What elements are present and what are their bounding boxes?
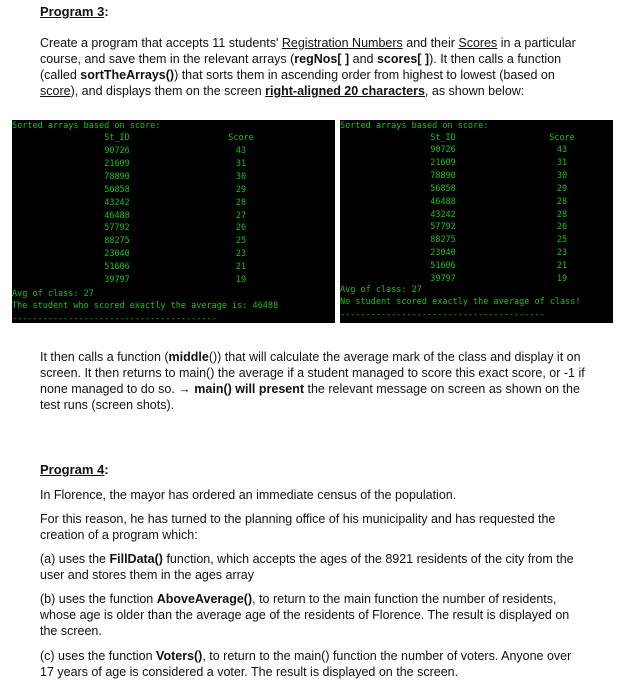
console-header: Sorted arrays based on score:	[340, 121, 489, 131]
score-cell: 21	[235, 262, 247, 273]
student-id-cell: 39797	[430, 274, 456, 284]
student-id-cell: 88275	[104, 236, 130, 247]
student-id-cell: 46488	[430, 196, 456, 207]
console-avg: Avg of class: 27	[340, 285, 422, 295]
student-id-cell: 90726	[104, 146, 130, 156]
student-id-cell: 23040	[104, 249, 130, 260]
program4-heading: Program 4:	[40, 462, 109, 477]
score-cell: 29	[235, 184, 247, 195]
console-screenshot-right	[340, 120, 613, 323]
column-header-id: St_ID	[430, 133, 456, 143]
program3-intro: Create a program that accepts 11 students' Registration Numbers and their Scores in a particular course, and save them in the relevant arrays (regNos[ ] and scores[ ]). It then calls a function (called sortTheArrays()) that sorts them in ascending order from highest to lowest (based on score), and displays them on the screen right-aligned 20 characters, as shown below:	[40, 36, 576, 98]
student-id-cell: 46488	[104, 210, 130, 221]
student-id-cell: 56858	[104, 184, 130, 195]
student-id-cell: 39797	[104, 275, 130, 285]
score-cell: 43	[235, 146, 247, 156]
score-cell: 27	[235, 210, 247, 221]
student-id-cell: 21609	[104, 158, 130, 169]
student-id-cell: 57792	[104, 223, 130, 234]
program4-item-a: (a) uses the FillData() function, which accepts the ages of the 8921 residents of the city from the user and stores them in the ages array	[40, 552, 574, 582]
score-cell: 31	[556, 157, 568, 168]
student-id-cell: 51606	[104, 262, 130, 273]
student-id-cell: 88275	[430, 235, 456, 246]
score-cell: 31	[235, 158, 247, 169]
console-result: The student who scored exactly the average is: 46488	[12, 301, 279, 311]
student-id-cell: 23040	[430, 248, 456, 259]
program4-paragraph-1: In Florence, the mayor has ordered an immediate census of the population.	[40, 488, 457, 502]
student-id-cell: 56858	[430, 183, 456, 194]
score-cell: 19	[556, 274, 568, 284]
score-cell: 21	[556, 261, 568, 272]
console-avg: Avg of class: 27	[12, 289, 94, 299]
console-dashes: ----------------------------------------	[340, 310, 545, 320]
score-cell: 19	[235, 275, 247, 285]
score-cell: 43	[556, 145, 568, 155]
console-screenshot-left	[12, 120, 335, 323]
console-dashes: ----------------------------------------	[12, 314, 217, 323]
student-id-cell: 57792	[430, 222, 456, 233]
score-cell: 23	[235, 249, 247, 260]
score-cell: 28	[556, 196, 568, 207]
program3-heading: Program 3:	[40, 4, 109, 19]
score-cell: 30	[235, 171, 247, 182]
column-header-id: St_ID	[104, 133, 130, 143]
student-id-cell: 43242	[104, 197, 130, 208]
score-cell: 26	[235, 223, 247, 234]
student-id-cell: 78890	[430, 170, 456, 181]
column-header-score: Score	[549, 133, 575, 143]
console-header: Sorted arrays based on score:	[12, 121, 161, 131]
column-header-score: Score	[228, 133, 254, 143]
score-cell: 29	[556, 183, 568, 194]
student-id-cell: 78890	[104, 171, 130, 182]
student-id-cell: 51606	[430, 261, 456, 272]
program4-item-c: (c) uses the function Voters(), to return to the main() function the number of voters. Anyone over 17 years of age is considered a voter. The result is displayed on the screen.	[40, 649, 572, 679]
program4-item-b: (b) uses the function AboveAverage(), to return to the main function the number of residents, whose age is older than the average age of the residents of Florence. The result is displayed on the screen.	[40, 592, 570, 638]
score-cell: 23	[556, 248, 568, 259]
console-result: No student scored exactly the average of class!	[340, 297, 581, 307]
score-cell: 28	[556, 209, 568, 220]
score-cell: 25	[556, 235, 568, 246]
student-id-cell: 21609	[430, 157, 456, 168]
student-id-cell: 90726	[430, 145, 456, 155]
program3-outro: It then calls a function (middle()) that will calculate the average mark of the class and display it on screen. It then returns to main() the average if a student managed to score this exact score, or -1 if none managed to do so. → main() will present the relevant message on screen as shown on the test runs (screen shots).	[40, 350, 585, 412]
score-cell: 25	[235, 236, 247, 247]
student-id-cell: 43242	[430, 209, 456, 220]
score-cell: 30	[556, 170, 568, 181]
score-cell: 28	[235, 197, 247, 208]
score-cell: 26	[556, 222, 568, 233]
program4-paragraph-2: For this reason, he has turned to the planning office of his municipality and has requested the creation of a program which:	[40, 512, 556, 542]
